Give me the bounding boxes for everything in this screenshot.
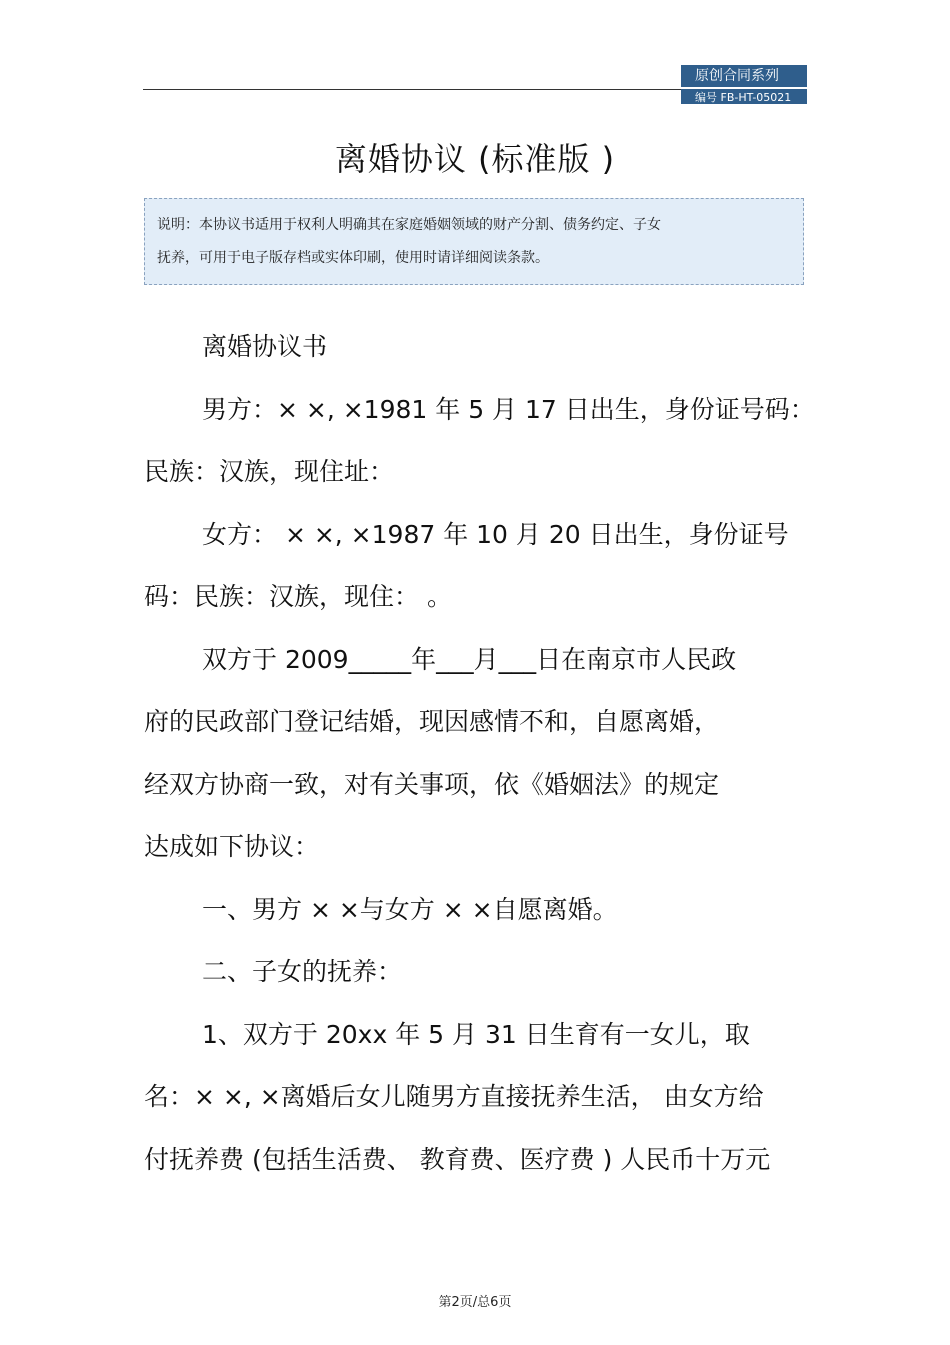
agreement-heading: 离婚协议书 xyxy=(202,332,328,361)
body-line: 付抚养费 (包括生活费、 教育费、医疗费 ) 人民币十万元 xyxy=(144,1144,771,1174)
usage-note-box xyxy=(144,198,804,285)
header-rule xyxy=(143,89,681,90)
usage-note-line-2: 抚养，可用于电子版存档或实体印刷，使用时请详细阅读条款。 xyxy=(157,250,549,266)
clause-heading: 一、男方 × ×与女方 × ×自愿离婚。 xyxy=(202,894,618,924)
body-line: 名：× ×, ×离婚后女儿随男方直接抚养生活， 由女方给 xyxy=(144,1082,764,1111)
body-line: 民族：汉族，现住址： xyxy=(144,457,395,486)
body-line: 经双方协商一致，对有关事项，依《婚姻法》的规定 xyxy=(144,769,720,799)
clause-heading: 二、子女的抚养： xyxy=(202,957,403,986)
body-line: 1、双方于 20xx 年 5 月 31 日生育有一女儿，取 xyxy=(202,1019,750,1049)
body-line: 女方： × ×, ×1987 年 10 月 20 日出生，身份证号 xyxy=(202,519,789,549)
series-badge xyxy=(681,65,807,104)
document-code: 编号 FB-HT-05021 xyxy=(681,87,807,104)
body-line: 双方于 2009_____年___月___日在南京市人民政 xyxy=(202,644,737,674)
agreement-body xyxy=(144,316,815,1191)
document-title: 离婚协议 (标准版 ) xyxy=(334,140,616,178)
usage-note-line-1: 说明：本协议书适用于权利人明确其在家庭婚姻领域的财产分割、债务约定、子女 xyxy=(157,217,661,233)
body-line: 码：民族：汉族，现住： 。 xyxy=(144,582,452,611)
body-line: 府的民政部门登记结婚，现因感情不和，自愿离婚， xyxy=(144,707,720,736)
page-indicator: 第2页/总6页 xyxy=(438,1295,512,1310)
series-label: 原创合同系列 xyxy=(681,65,807,87)
body-line: 男方：× ×, ×1981 年 5 月 17 日出生，身份证号码： xyxy=(202,394,815,424)
body-line: 达成如下协议： xyxy=(144,832,320,861)
